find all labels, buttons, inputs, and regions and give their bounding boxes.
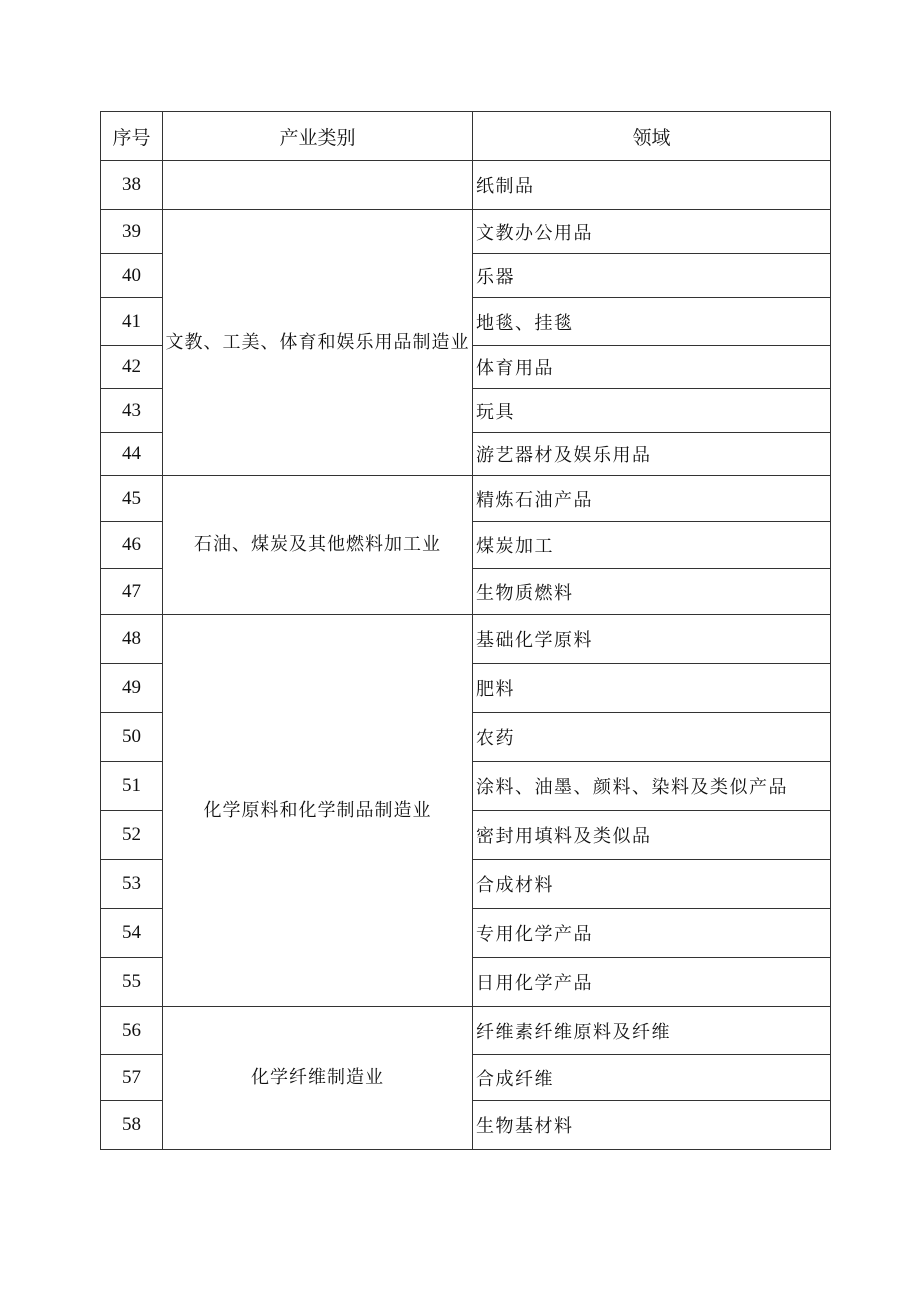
row-number: 45 [101, 476, 163, 522]
domain-cell: 农药 [473, 713, 831, 762]
row-number: 40 [101, 254, 163, 298]
header-no: 序号 [101, 112, 163, 161]
row-number: 41 [101, 298, 163, 346]
row-number: 58 [101, 1101, 163, 1150]
domain-cell: 日用化学产品 [473, 958, 831, 1007]
header-domain: 领域 [473, 112, 831, 161]
row-number: 52 [101, 811, 163, 860]
table-row [101, 615, 831, 664]
row-number: 46 [101, 522, 163, 569]
table-row [101, 1007, 831, 1055]
row-number: 53 [101, 860, 163, 909]
table-row [101, 161, 831, 210]
category-cell: 文教、工美、体育和娱乐用品制造业 [163, 210, 473, 476]
header-category: 产业类别 [163, 112, 473, 161]
header-row [101, 112, 831, 161]
domain-cell: 密封用填料及类似品 [473, 811, 831, 860]
row-number: 44 [101, 433, 163, 476]
domain-cell: 生物质燃料 [473, 569, 831, 615]
domain-cell: 肥料 [473, 664, 831, 713]
domain-cell: 生物基材料 [473, 1101, 831, 1150]
domain-cell: 乐器 [473, 254, 831, 298]
domain-cell: 纸制品 [473, 161, 831, 210]
row-number: 38 [101, 161, 163, 210]
domain-cell: 专用化学产品 [473, 909, 831, 958]
industry-table [100, 111, 831, 1150]
row-number: 57 [101, 1055, 163, 1101]
domain-cell: 合成材料 [473, 860, 831, 909]
table-row [101, 476, 831, 522]
table-row [101, 210, 831, 254]
domain-cell: 体育用品 [473, 346, 831, 389]
row-number: 55 [101, 958, 163, 1007]
row-number: 48 [101, 615, 163, 664]
row-number: 51 [101, 762, 163, 811]
category-cell: 石油、煤炭及其他燃料加工业 [163, 476, 473, 615]
row-number: 47 [101, 569, 163, 615]
row-number: 42 [101, 346, 163, 389]
domain-cell: 纤维素纤维原料及纤维 [473, 1007, 831, 1055]
domain-cell: 文教办公用品 [473, 210, 831, 254]
domain-cell: 精炼石油产品 [473, 476, 831, 522]
category-cell: 化学原料和化学制品制造业 [163, 615, 473, 1007]
domain-cell: 玩具 [473, 389, 831, 433]
row-number: 49 [101, 664, 163, 713]
domain-cell: 煤炭加工 [473, 522, 831, 569]
domain-cell: 合成纤维 [473, 1055, 831, 1101]
domain-cell: 游艺器材及娱乐用品 [473, 433, 831, 476]
row-number: 43 [101, 389, 163, 433]
domain-cell: 地毯、挂毯 [473, 298, 831, 346]
row-number: 50 [101, 713, 163, 762]
row-number: 54 [101, 909, 163, 958]
row-number: 56 [101, 1007, 163, 1055]
category-cell: 化学纤维制造业 [163, 1007, 473, 1150]
category-cell [163, 161, 473, 210]
domain-cell: 基础化学原料 [473, 615, 831, 664]
row-number: 39 [101, 210, 163, 254]
domain-cell: 涂料、油墨、颜料、染料及类似产品 [473, 762, 831, 811]
